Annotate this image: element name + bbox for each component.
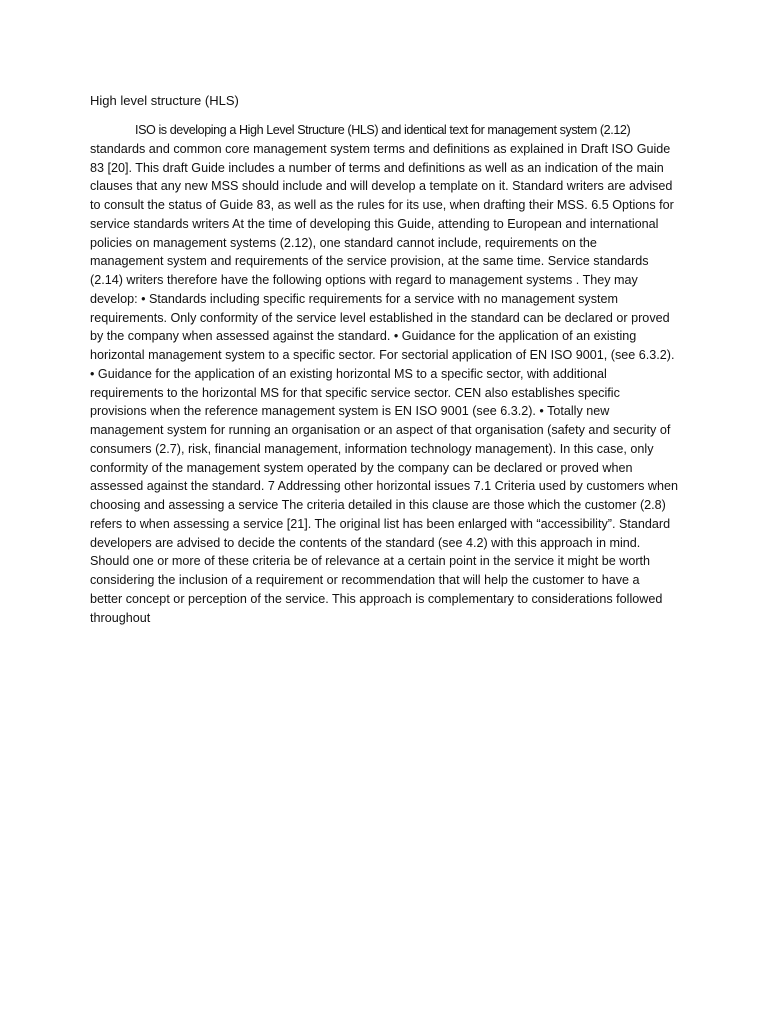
- paragraph-line: refers to when assessing a service [21]. The original list has been enlarged with “accessibility”. Standard: [90, 516, 671, 531]
- body-paragraph: [90, 121, 682, 627]
- paragraph-line: ISO is developing a High Level Structure (HLS) and identical text for management system (2.12): [135, 123, 631, 137]
- paragraph-line: requirements to the horizontal MS for that specific service sector. CEN also establishes specific: [90, 385, 620, 400]
- paragraph-line: conformity of the management system operated by the company can be declared or proved when: [90, 460, 633, 475]
- paragraph-line: horizontal management system to a specific sector. For sectorial application of EN ISO 9001, (see 6.3.2).: [90, 348, 675, 362]
- paragraph-line: provisions when the reference management system is EN ISO 9001 (see 6.3.2). • Totally new: [90, 404, 610, 419]
- paragraph-line: considering the inclusion of a requirement or recommendation that will help the customer to have a: [90, 573, 640, 587]
- paragraph-line: Should one or more of these criteria be of relevance at a certain point in the service it might be worth: [90, 554, 651, 569]
- paragraph-line: assessed against the standard. 7 Addressing other horizontal issues 7.1 Criteria used by customers when: [90, 479, 679, 494]
- paragraph-line: service standards writers At the time of developing this Guide, attending to European and international: [90, 216, 659, 231]
- paragraph-line: management system for running an organisation or an aspect of that organisation (safety and security of: [90, 423, 671, 437]
- paragraph-line: 83 [20]. This draft Guide includes a number of terms and definitions as well as an indication of the main: [90, 160, 664, 175]
- paragraph-line: clauses that any new MSS should include and will develop a template on it. Standard writers are advised: [90, 179, 673, 194]
- paragraph-line: to consult the status of Guide 83, as well as the rules for its use, when drafting their MSS. 6.5 Options for: [90, 198, 674, 212]
- paragraph-line: developers are advised to decide the contents of the standard (see 4.2) with this approach in mind.: [90, 535, 641, 550]
- paragraph-line: throughout: [90, 610, 151, 625]
- section-heading: High level structure (HLS): [90, 93, 239, 108]
- paragraph-line: by the company when assessed against the standard. • Guidance for the application of an existing: [90, 329, 637, 344]
- paragraph-line: standards and common core management system terms and definitions as explained in Draft ISO Guide: [90, 141, 671, 156]
- paragraph-line: • Guidance for the application of an existing horizontal MS to a specific sector, with additional: [90, 366, 607, 381]
- paragraph-line: better concept or perception of the service. This approach is complementary to considerations followed: [90, 591, 663, 606]
- paragraph-line: choosing and assessing a service The criteria detailed in this clause are those which the customer (2.8): [90, 498, 666, 512]
- paragraph-line: management system and requirements of the service provision, at the same time. Service standards: [90, 254, 649, 269]
- paragraph-line: develop: • Standards including specific requirements for a service with no management system: [90, 291, 619, 306]
- paragraph-line: requirements. Only conformity of the service level established in the standard can be declared or proved: [90, 310, 670, 325]
- paragraph-line: consumers (2.7), risk, financial management, information technology management). In this case, only: [90, 441, 654, 456]
- paragraph-line: (2.14) writers therefore have the following options with regard to management systems . They may: [90, 273, 638, 287]
- paragraph-line: policies on management systems (2.12), one standard cannot include, requirements on the: [90, 235, 597, 250]
